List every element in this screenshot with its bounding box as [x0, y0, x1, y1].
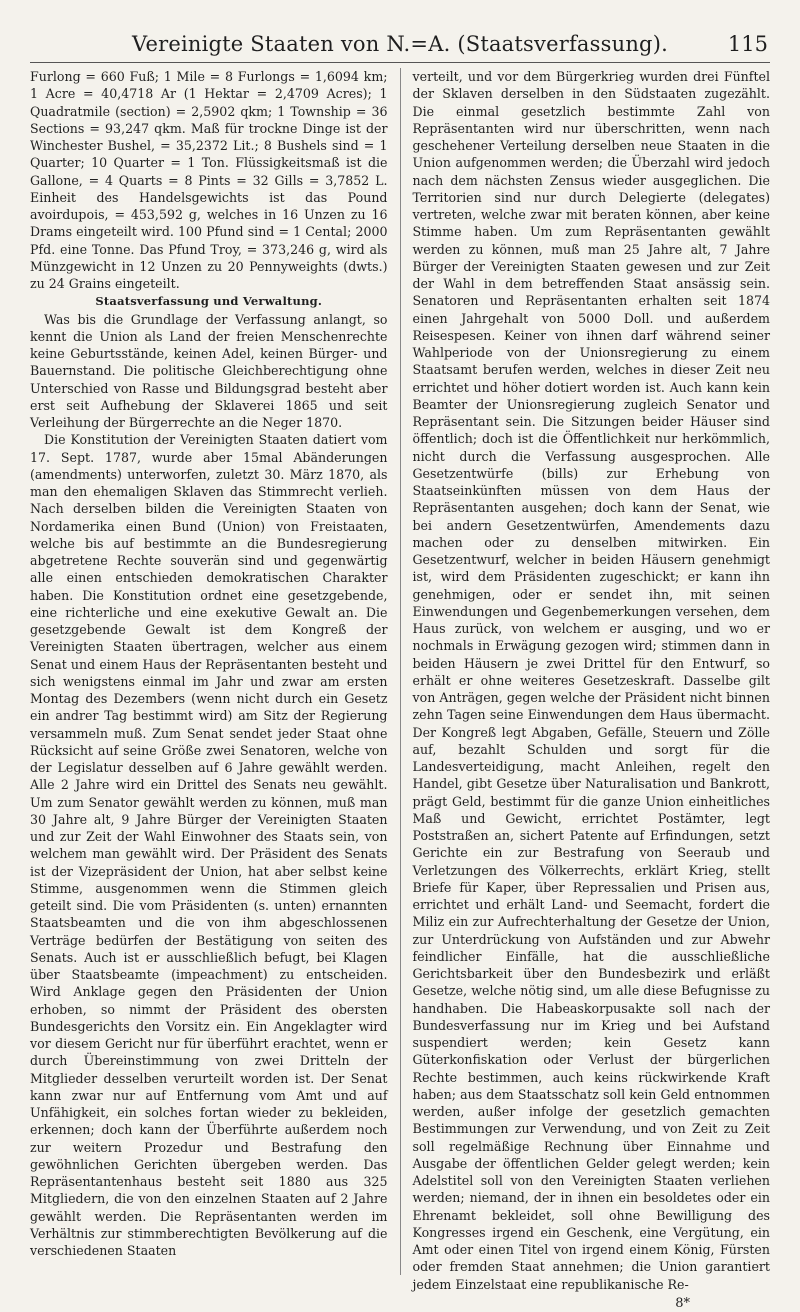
continuation-paragraph: verteilt, und vor dem Bürgerkrieg wurden drei Fünftel der Sklaven derselben in den Südstaaten zugezählt. Die einmal gesetzlich bestimmte Zahl von Repräsentanten wird nur überschritten, wenn nach geschehener Verteilung derselben neue Staaten in die Union aufgenommen werden; die Überzahl wird jedoch nach dem nächsten Zensus wieder ausgeglichen. Die Territorien sind nur durch Delegierte (delegates) vertreten, welche zwar mit beraten können, aber keine Stimme haben. Um zum Repräsentanten gewählt werden zu können, muß man 25 Jahre alt, 7 Jahre Bürger der Vereinigten Staaten gewesen und zur Zeit der Wahl in dem betreffenden Staat ansässig sein. Senatoren und Repräsentanten erhalten seit 1874 einen Jahrgehalt von 5000 Doll. und außerdem Reisespesen. Keiner von ihnen darf während seiner Wahlperiode von der Unionsregierung zu einem Staatsamt berufen werden, welches in dieser Zeit neu errichtet und höher dotiert worden ist. Auch kann kein Beamter der Unionsregierung zugleich Senator und Repräsentant sein. Die Sitzungen beider Häuser sind öffentlich; doch ist die Öffentlichkeit nur herkömmlich, nicht durch die Verfassung ausgesprochen. Alle Gesetzentwürfe (bills) zur Erhebung von Staatseinkünften müssen von dem Haus der Repräsentanten ausgehen; doch kann der Senat, wie bei andern Gesetzentwürfen, Amendements dazu machen oder zu denselben mitwirken. Ein Gesetzentwurf, welcher in beiden Häusern genehmigt ist, wird dem Präsidenten zugeschickt; er kann ihn genehmigen, oder er sendet ihn, mit seinen Einwendungen und Gegenbemerkungen versehen, dem Haus zurück, von welchem er ausging, und wo er nochmals in Erwägung gezogen wird; stimmen dann in beiden Häusern je zwei Drittel für den Entwurf, so erhält er ohne weiteres Gesetzeskraft. Dasselbe gilt von Anträgen, gegen welche der Präsident nicht binnen zehn Tagen seine Einwendungen dem Haus übermacht. Der Kongreß legt Abgaben, Gefälle, Steuern und Zölle auf, bezahlt Schulden und sorgt für die Landesverteidigung, macht Anleihen, regelt den Handel, gibt Gesetze über Naturalisation und Bankrott, prägt Geld, bestimmt für die ganze Union einheitliches Maß und Gewicht, errichtet Postämter, legt Poststraßen an, sichert Patente auf Erfindungen, setzt Gerichte ein zur Bestrafung von Seeraub und Verletzungen des Völkerrechts, erklärt Krieg, stellt Briefe für Kaper, über Repressalien und Prisen aus, errichtet und erhält Land- und Seemacht, fordert die Miliz ein zur Aufrechterhaltung der Gesetze der Union, zur Unterdrückung von Aufständen und zur Abwehr feindlicher Einfälle, hat die ausschließliche Gerichtsbarkeit über den Bundesbezirk und erläßt Gesetze, welche nötig sind, um alle diese Befugnisse zu handhaben. Die Habeaskorpusakte soll nach der Bundesverfassung nur im Krieg und bei Aufstand suspendiert werden; kein Gesetz kann Güterkonfiskation oder Verlust der bürgerlichen Rechte bestimmen, auch keins rückwirkende Kraft haben; aus dem Staatsschatz soll kein Geld entnommen werden, außer infolge der gesetzlich gemachten Bestimmungen zur Verwendung, und von Zeit zu Zeit soll regelmäßige Rechnung über Einnahme und Ausgabe der öffentlichen Gelder gelegt werden; kein Adelstitel soll von den Vereinigten Staaten verliehen werden; niemand, der in ihnen ein besoldetes oder ein Ehrenamt bekleidet, soll ohne Bewilligung des Kongresses irgend ein Geschenk, eine Vergütung, ein Amt oder einen Titel von irgend einem König, Fürsten oder fremden Staat annehmen; die Union garantiert jedem Einzelstaat eine republikanische Re-: [412, 69, 770, 1292]
left-column: [30, 68, 400, 1275]
section-subheading: Staatsverfassung und Verwaltung.: [95, 294, 323, 309]
running-header: [30, 28, 770, 63]
constitution-paragraph: Die Konstitution der Vereinigten Staaten datiert vom 17. Sept. 1787, wurde aber 15mal Abänderungen (amendments) unterworfen, zuletzt 30. März 1870, als man den ehemaligen Sklaven das Stimmrecht verlieh. Nach derselben bilden die Vereinigten Staaten von Nordamerika einen Bund (Union) von Freistaaten, welche bis auf bestimmte an die Bundesregierung abgetretene Rechte souverän sind und gegenwärtig alle einen entschieden demokratischen Charakter haben. Die Konstitution ordnet eine gesetzgebende, eine richterliche und eine exekutive Gewalt an. Die gesetzgebende Gewalt ist dem Kongreß der Vereinigten Staaten übertragen, welcher aus einem Senat und einem Haus der Repräsentanten besteht und sich wenigstens einmal im Jahr und zwar am ersten Montag des Dezembers (wenn nicht durch ein Gesetz ein andrer Tag bestimmt wird) am Sitz der Regierung versammeln muß. Zum Senat sendet jeder Staat ohne Rücksicht auf seine Größe zwei Senatoren, welche von der Legislatur desselben auf 6 Jahre gewählt werden. Alle 2 Jahre wird ein Drittel des Senats neu gewählt. Um zum Senator gewählt werden zu können, muß man 30 Jahre alt, 9 Jahre Bürger der Vereinigten Staaten und zur Zeit der Wahl Einwohner des Staats sein, von welchem man gewählt wird. Der Präsident des Senats ist der Vizepräsident der Union, hat aber selbst keine Stimme, ausgenommen wenn die Stimmen gleich geteilt sind. Die vom Präsidenten (s. unten) ernannten Staatsbeamten und die von ihm abgeschlossenen Verträge bedürfen der Bestätigung von seiten des Senats. Auch ist er ausschließlich befugt, bei Klagen über Staatsbeamte (impeachment) zu entscheiden. Wird Anklage gegen den Präsidenten der Union erhoben, so nimmt der Präsident des obersten Bundesgerichts den Vorsitz ein. Ein Angeklagter wird vor diesem Gericht nur für überführt erachtet, wenn er durch Übereinstimmung von zwei Dritteln der Mitglieder desselben verurteilt worden ist. Der Senat kann zwar nur auf Entfernung vom Amt und auf Unfähigkeit, ein solches fortan wieder zu bekleiden, erkennen; doch kann der Überführte außerdem noch zur weitern Prozedur und Bestrafung den gewöhnlichen Gerichten übergeben werden. Das Repräsentantenhaus besteht seit 1880 aus 325 Mitgliedern, die von den einzelnen Staaten auf 2 Jahre gewählt werden. Die Repräsentanten werden im Verhältnis zur stimmberechtigten Bevölkerung auf die verschiedenen Staaten: [30, 432, 388, 1258]
right-column: [400, 68, 771, 1311]
measures-paragraph: Furlong = 660 Fuß; 1 Mile = 8 Furlongs = 1,6094 km; 1 Acre = 40,4718 Ar (1 Hektar = 2,4709 Acres); 1 Quadratmile (section) = 2,5902 qkm; 1 Township = 36 Sections = 93,247 qkm. Maß für trockne Dinge ist der Winchester Bushel, = 35,2372 Lit.; 8 Bushels sind = 1 Quarter; 10 Quarter = 1 Ton. Flüssigkeitsmaß ist die Gallone, = 4 Quarts = 8 Pints = 32 Gills = 3,7852 L. Einheit des Handelsgewichts ist das Pound avoirdupois, = 453,592 g, welches in 16 Unzen zu 16 Drams eingeteilt wird. 100 Pfund sind = 1 Cental; 2000 Pfd. eine Tonne. Das Pfund Troy, = 373,246 g, wird als Münzgewicht in 12 Unzen zu 20 Pennyweights (dwts.) zu 24 Grains eingeteilt.: [30, 69, 388, 291]
page-number: 115: [727, 32, 768, 56]
running-title: Vereinigte Staaten von N.=A. (Staatsverfassung).: [132, 32, 668, 56]
text-columns: [30, 68, 770, 1311]
signature-mark: 8*: [675, 1295, 690, 1311]
intro-paragraph: Was bis die Grundlage der Verfassung anlangt, so kennt die Union als Land der freien Menschenrechte keine Geburtsstände, keinen Adel, keinen Bürger- und Bauernstand. Die politische Gleichberechtigung ohne Unterschied von Rasse und Bildungsgrad besteht aber erst seit Aufhebung der Sklaverei 1865 und seit Verleihung der Bürgerrechte an die Neger 1870.: [30, 311, 388, 430]
